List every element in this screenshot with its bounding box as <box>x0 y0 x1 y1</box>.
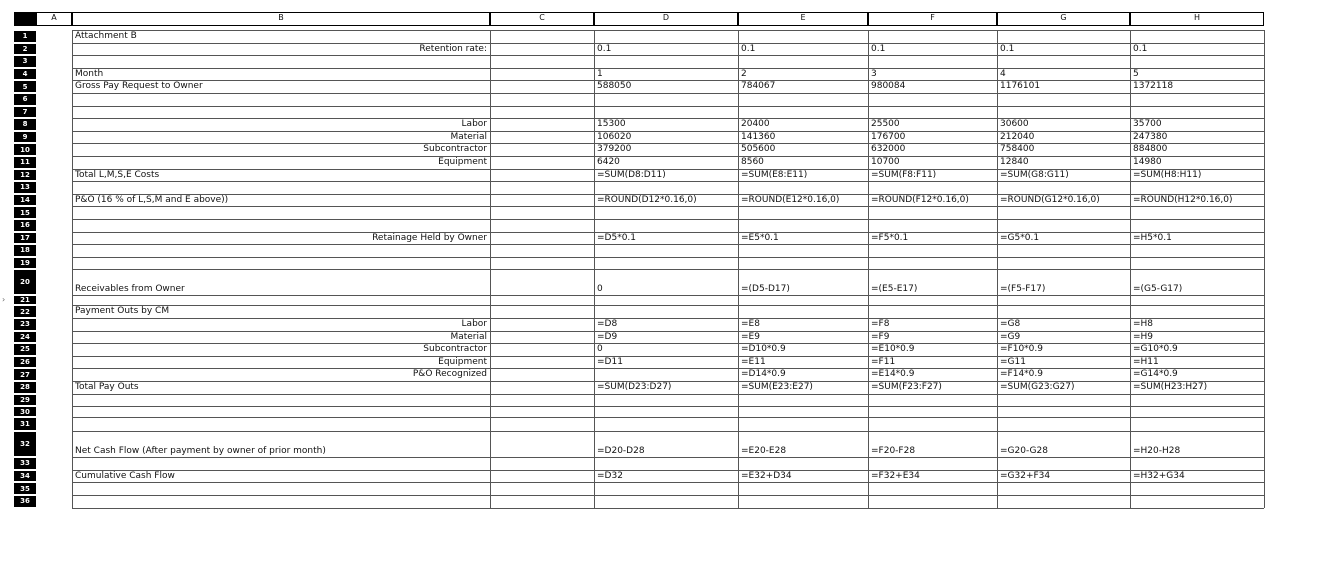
row-header-31[interactable]: 31 <box>14 418 36 430</box>
column-header-d[interactable]: D <box>594 12 738 26</box>
row-gridline <box>72 55 1264 56</box>
cell-h12[interactable]: =SUM(H8:H11) <box>1133 169 1202 180</box>
cell-b5[interactable]: Gross Pay Request to Owner <box>75 81 203 92</box>
cell-b1[interactable]: Attachment B <box>75 31 137 42</box>
row-gridline <box>72 295 1264 296</box>
cell-d20[interactable]: 0 <box>597 283 603 294</box>
cell-h14[interactable]: =ROUND(H12*0.16,0) <box>1133 194 1233 205</box>
cell-g5[interactable]: 1176101 <box>1000 81 1041 92</box>
row-gridline <box>72 495 1264 496</box>
cell-g17[interactable]: =G5*0.1 <box>1000 232 1040 243</box>
cell-b26[interactable]: Equipment <box>438 356 487 367</box>
column-header-b[interactable]: B <box>72 12 490 26</box>
cell-d12[interactable]: =SUM(D8:D11) <box>597 169 666 180</box>
cell-e9[interactable]: 141360 <box>741 131 776 142</box>
cell-e2[interactable]: 0.1 <box>741 43 756 54</box>
cell-g14[interactable]: =ROUND(G12*0.16,0) <box>1000 194 1100 205</box>
cell-d4[interactable]: 1 <box>597 68 603 79</box>
row-gridline <box>72 106 1264 107</box>
cell-d9[interactable]: 106020 <box>597 131 632 142</box>
cell-b34[interactable]: Cumulative Cash Flow <box>75 470 175 481</box>
cell-f8[interactable]: 25500 <box>871 119 900 130</box>
cell-e26[interactable]: =E11 <box>741 356 766 367</box>
row-header-22[interactable]: 22 <box>14 306 36 317</box>
cell-b11[interactable]: Equipment <box>438 157 487 168</box>
row-header-20[interactable]: 20 <box>14 270 36 294</box>
cell-d32[interactable]: =D20-D28 <box>597 445 645 456</box>
cell-b27[interactable]: P&O Recognized <box>412 369 487 380</box>
row-header-12[interactable]: 12 <box>14 170 36 181</box>
row-gridline <box>72 394 1264 395</box>
column-header-f[interactable]: F <box>868 12 997 26</box>
cell-b10[interactable]: Subcontractor <box>423 144 487 155</box>
cell-d5[interactable]: 588050 <box>597 81 632 92</box>
cell-h25[interactable]: =G10*0.9 <box>1133 344 1178 355</box>
cell-f12[interactable]: =SUM(F8:F11) <box>871 169 937 180</box>
column-header-a[interactable]: A <box>36 12 72 26</box>
cell-d26[interactable]: =D11 <box>597 356 623 367</box>
row-header-27[interactable]: 27 <box>14 369 36 380</box>
cell-b28[interactable]: Total Pay Outs <box>75 382 139 393</box>
cell-h10[interactable]: 884800 <box>1133 144 1168 155</box>
column-gridline <box>1264 30 1265 508</box>
cell-g27[interactable]: =F14*0.9 <box>1000 369 1043 380</box>
cell-d10[interactable]: 379200 <box>597 144 632 155</box>
row-header-24[interactable]: 24 <box>14 332 36 343</box>
cell-f25[interactable]: =E10*0.9 <box>871 344 915 355</box>
cell-b24[interactable]: Material <box>450 331 487 342</box>
column-header-c[interactable]: C <box>490 12 594 26</box>
cell-e28[interactable]: =SUM(E23:E27) <box>741 382 813 393</box>
cell-b4[interactable]: Month <box>75 68 104 79</box>
cell-h26[interactable]: =H11 <box>1133 356 1159 367</box>
cell-e8[interactable]: 20400 <box>741 119 770 130</box>
cell-e11[interactable]: 8560 <box>741 157 764 168</box>
row-header-14[interactable]: 14 <box>14 195 36 206</box>
cell-d24[interactable]: =D9 <box>597 331 618 342</box>
cell-f32[interactable]: =F20-F28 <box>871 445 916 456</box>
cell-f5[interactable]: 980084 <box>871 81 906 92</box>
row-header-17[interactable]: 17 <box>14 233 36 244</box>
cell-f11[interactable]: 10700 <box>871 157 900 168</box>
cell-b12[interactable]: Total L,M,S,E Costs <box>75 169 160 180</box>
row-header-8[interactable]: 8 <box>14 119 36 130</box>
cell-e34[interactable]: =E32+D34 <box>741 470 792 481</box>
row-header-16[interactable]: 16 <box>14 220 36 231</box>
row-header-6[interactable]: 6 <box>14 94 36 105</box>
cell-f26[interactable]: =F11 <box>871 356 896 367</box>
select-all-corner[interactable] <box>14 12 36 26</box>
cell-g26[interactable]: =G11 <box>1000 356 1026 367</box>
row-header-33[interactable]: 33 <box>14 458 36 469</box>
cell-b20[interactable]: Receivables from Owner <box>75 283 185 294</box>
row-header-32[interactable]: 32 <box>14 432 36 456</box>
cell-e14[interactable]: =ROUND(E12*0.16,0) <box>741 194 840 205</box>
cell-f9[interactable]: 176700 <box>871 131 906 142</box>
cell-g25[interactable]: =F10*0.9 <box>1000 344 1043 355</box>
row-header-13[interactable]: 13 <box>14 182 36 193</box>
cell-e12[interactable]: =SUM(E8:E11) <box>741 169 808 180</box>
cell-b8[interactable]: Labor <box>461 119 487 130</box>
cell-d28[interactable]: =SUM(D23:D27) <box>597 382 672 393</box>
cell-b25[interactable]: Subcontractor <box>423 344 487 355</box>
cell-e20[interactable]: =(D5-D17) <box>741 283 790 294</box>
row-header-18[interactable]: 18 <box>14 245 36 256</box>
row-gridline <box>72 257 1264 258</box>
row-gridline <box>72 181 1264 182</box>
cell-f14[interactable]: =ROUND(F12*0.16,0) <box>871 194 969 205</box>
cell-e24[interactable]: =E9 <box>741 331 760 342</box>
row-header-23[interactable]: 23 <box>14 319 36 330</box>
cell-f20[interactable]: =(E5-E17) <box>871 283 918 294</box>
cell-b22[interactable]: Payment Outs by CM <box>75 306 170 317</box>
cell-f2[interactable]: 0.1 <box>871 43 886 54</box>
row-header-11[interactable]: 11 <box>14 157 36 168</box>
cell-g34[interactable]: =G32+F34 <box>1000 470 1051 481</box>
row-header-4[interactable]: 4 <box>14 69 36 80</box>
column-gridline <box>490 30 491 508</box>
row-header-7[interactable]: 7 <box>14 107 36 118</box>
cell-h24[interactable]: =H9 <box>1133 331 1154 342</box>
cell-b2[interactable]: Retention rate: <box>419 43 487 54</box>
row-header-35[interactable]: 35 <box>14 483 36 494</box>
cell-b14[interactable]: P&O (16 % of L,S,M and E above)) <box>75 194 229 205</box>
cell-g32[interactable]: =G20-G28 <box>1000 445 1048 456</box>
cell-d11[interactable]: 6420 <box>597 157 620 168</box>
cell-d23[interactable]: =D8 <box>597 319 618 330</box>
cell-e10[interactable]: 505600 <box>741 144 776 155</box>
cell-f24[interactable]: =F9 <box>871 331 890 342</box>
cell-f23[interactable]: =F8 <box>871 319 890 330</box>
row-header-19[interactable]: 19 <box>14 258 36 269</box>
row-gridline <box>72 206 1264 207</box>
cell-g11[interactable]: 12840 <box>1000 157 1029 168</box>
row-header-36[interactable]: 36 <box>14 496 36 507</box>
cell-e5[interactable]: 784067 <box>741 81 776 92</box>
cell-g28[interactable]: =SUM(G23:G27) <box>1000 382 1075 393</box>
cell-g2[interactable]: 0.1 <box>1000 43 1015 54</box>
cell-e23[interactable]: =E8 <box>741 319 760 330</box>
column-header-g[interactable]: G <box>997 12 1130 26</box>
cell-h17[interactable]: =H5*0.1 <box>1133 232 1172 243</box>
cell-h34[interactable]: =H32+G34 <box>1133 470 1185 481</box>
row-header-10[interactable]: 10 <box>14 144 36 155</box>
cell-d17[interactable]: =D5*0.1 <box>597 232 637 243</box>
row-header-34[interactable]: 34 <box>14 471 36 482</box>
cell-f17[interactable]: =F5*0.1 <box>871 232 909 243</box>
cell-f28[interactable]: =SUM(F23:F27) <box>871 382 942 393</box>
cell-h28[interactable]: =SUM(H23:H27) <box>1133 382 1208 393</box>
cell-g23[interactable]: =G8 <box>1000 319 1021 330</box>
row-gridline <box>72 244 1264 245</box>
cell-g24[interactable]: =G9 <box>1000 331 1021 342</box>
column-header-h[interactable]: H <box>1130 12 1264 26</box>
cell-e25[interactable]: =D10*0.9 <box>741 344 786 355</box>
cell-h23[interactable]: =H8 <box>1133 319 1154 330</box>
row-header-29[interactable]: 29 <box>14 395 36 406</box>
cell-b9[interactable]: Material <box>450 131 487 142</box>
cell-b17[interactable]: Retainage Held by Owner <box>372 232 487 243</box>
cell-g9[interactable]: 212040 <box>1000 131 1035 142</box>
cell-f10[interactable]: 632000 <box>871 144 906 155</box>
row-header-5[interactable]: 5 <box>14 81 36 92</box>
cell-g12[interactable]: =SUM(G8:G11) <box>1000 169 1069 180</box>
cell-d27[interactable] <box>594 368 738 380</box>
row-gridline <box>72 219 1264 220</box>
cell-f4[interactable]: 3 <box>871 68 877 79</box>
row-gridline <box>72 457 1264 458</box>
cell-h9[interactable]: 247380 <box>1133 131 1168 142</box>
cell-h2[interactable]: 0.1 <box>1133 43 1148 54</box>
row-header-21[interactable]: 21 <box>14 296 36 304</box>
cell-g4[interactable]: 4 <box>1000 68 1006 79</box>
cell-h5[interactable]: 1372118 <box>1133 81 1174 92</box>
cell-g8[interactable]: 30600 <box>1000 119 1029 130</box>
cell-h11[interactable]: 14980 <box>1133 157 1162 168</box>
cell-d8[interactable]: 15300 <box>597 119 626 130</box>
row-gridline <box>72 482 1264 483</box>
row-header-3[interactable]: 3 <box>14 56 36 67</box>
row-header-28[interactable]: 28 <box>14 382 36 393</box>
cell-b23[interactable]: Labor <box>461 319 487 330</box>
row-header-15[interactable]: 15 <box>14 207 36 218</box>
cell-f27[interactable]: =E14*0.9 <box>871 369 915 380</box>
cell-h20[interactable]: =(G5-G17) <box>1133 283 1183 294</box>
row-gridline <box>72 93 1264 94</box>
cell-h32[interactable]: =H20-H28 <box>1133 445 1181 456</box>
cell-b32[interactable]: Net Cash Flow (After payment by owner of prior month) <box>75 445 326 456</box>
row-header-2[interactable]: 2 <box>14 44 36 55</box>
cell-d2[interactable]: 0.1 <box>597 43 612 54</box>
row-header-1[interactable]: 1 <box>14 31 36 42</box>
cell-e17[interactable]: =E5*0.1 <box>741 232 779 243</box>
page-marker-icon: › <box>2 295 6 304</box>
cell-g20[interactable]: =(F5-F17) <box>1000 283 1046 294</box>
cell-d34[interactable]: =D32 <box>597 470 623 481</box>
cell-h8[interactable]: 35700 <box>1133 119 1162 130</box>
cell-f34[interactable]: =F32+E34 <box>871 470 920 481</box>
row-header-25[interactable]: 25 <box>14 344 36 355</box>
cell-g10[interactable]: 758400 <box>1000 144 1035 155</box>
row-gridline <box>72 417 1264 418</box>
cell-h4[interactable]: 5 <box>1133 68 1139 79</box>
column-header-e[interactable]: E <box>738 12 868 26</box>
row-gridline <box>72 406 1264 407</box>
cell-d14[interactable]: =ROUND(D12*0.16,0) <box>597 194 697 205</box>
cell-e27[interactable]: =D14*0.9 <box>741 369 786 380</box>
cell-d25[interactable]: 0 <box>597 344 603 355</box>
row-header-30[interactable]: 30 <box>14 407 36 416</box>
row-gridline <box>72 508 1264 509</box>
cell-e32[interactable]: =E20-E28 <box>741 445 787 456</box>
row-header-26[interactable]: 26 <box>14 357 36 368</box>
row-header-9[interactable]: 9 <box>14 132 36 143</box>
cell-h27[interactable]: =G14*0.9 <box>1133 369 1178 380</box>
cell-e4[interactable]: 2 <box>741 68 747 79</box>
